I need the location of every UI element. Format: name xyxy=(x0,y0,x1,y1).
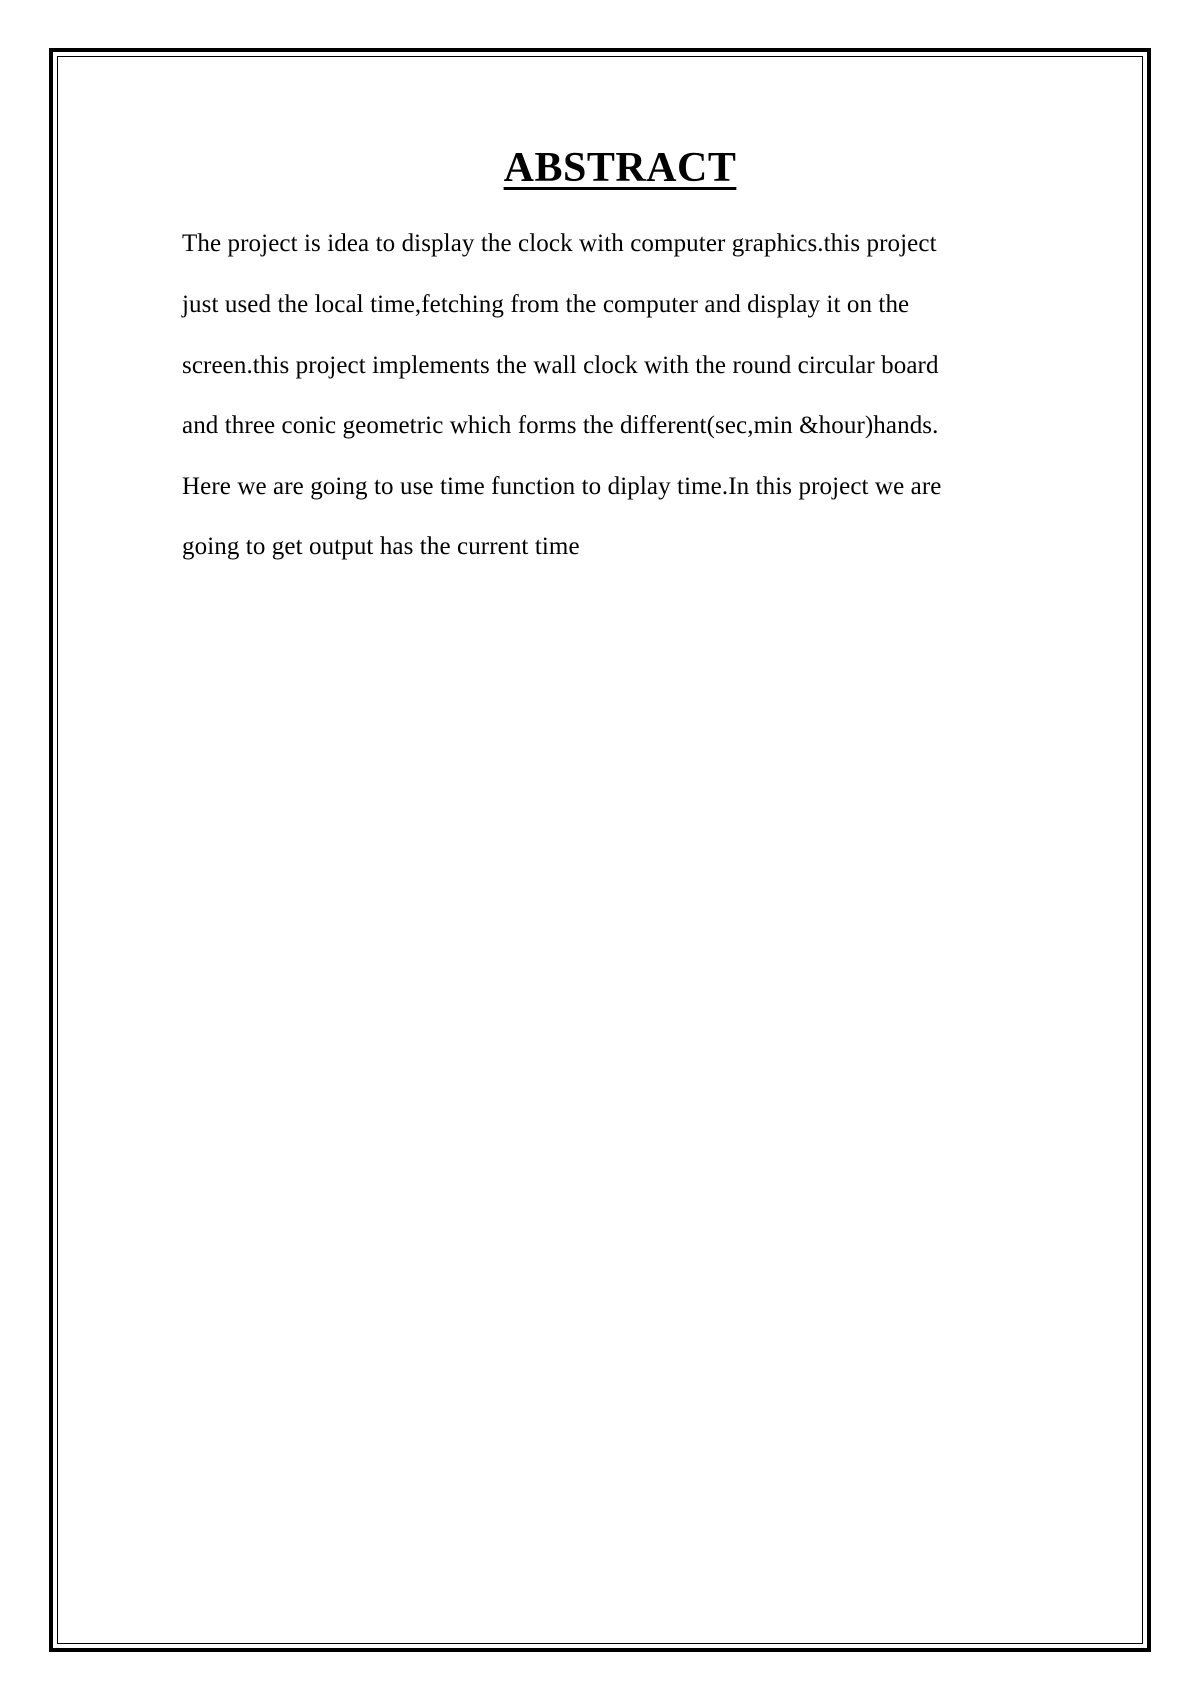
abstract-line-4: and three conic geometric which forms the different(sec,min &hour)hands. xyxy=(182,412,939,439)
abstract-heading: ABSTRACT xyxy=(503,145,737,191)
abstract-line-2: just used the local time,fetching from the computer and display it on the xyxy=(182,291,910,318)
abstract-line-3: screen.this project implements the wall clock with the round circular board xyxy=(182,352,939,379)
abstract-line-5: Here we are going to use time function to diplay time.In this project we are xyxy=(182,473,942,500)
abstract-line-1: The project is idea to display the clock with computer graphics.this project xyxy=(182,230,937,257)
abstract-line-6: going to get output has the current time xyxy=(182,533,580,560)
